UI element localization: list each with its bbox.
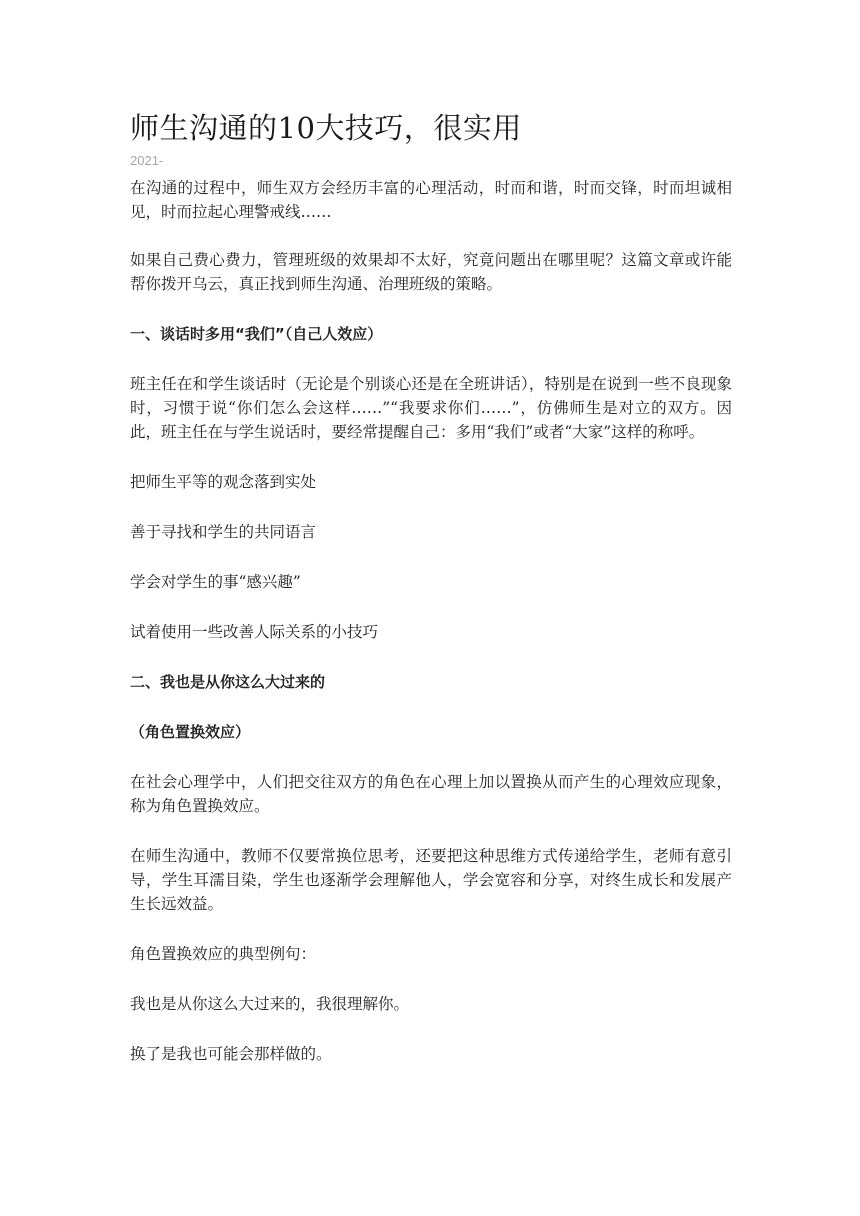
tip-item: 善于寻找和学生的共同语言 xyxy=(130,523,317,541)
tip-item: 学会对学生的事“感兴趣” xyxy=(130,573,301,591)
body-paragraph: 角色置换效应的典型例句： xyxy=(130,945,317,963)
tip-item: 试着使用一些改善人际关系的小技巧 xyxy=(130,623,379,641)
article-date: 2021- xyxy=(130,153,164,168)
example-sentence: 我也是从你这么大过来的，我很理解你。 xyxy=(130,995,410,1013)
section-heading: 一、谈话时多用“我们”（自己人效应） xyxy=(130,325,383,343)
section-heading: 二、我也是从你这么大过来的 xyxy=(130,673,326,691)
body-paragraph: 在师生沟通中，教师不仅要常换位思考，还要把这种思维方式传递给学生，老师有意引导，学生耳濡目染，学生也逐渐学会理解他人，学会宽容和分享，对终生成长和发展产生长远效益。 xyxy=(130,847,732,913)
intro-paragraph: 如果自己费心费力，管理班级的效果却不太好，究竟问题出在哪里呢？这篇文章或许能帮你拨开乌云，真正找到师生沟通、治理班级的策略。 xyxy=(130,251,732,293)
body-paragraph: 班主任在和学生谈话时（无论是个别谈心还是在全班讲话），特别是在说到一些不良现象时，习惯于说“你们怎么会这样……”“我要求你们……”，仿佛师生是对立的双方。因此，班主任在与学生说话时，要经常提醒自己：多用“我们”或者“大家”这样的称呼。 xyxy=(130,375,732,441)
intro-paragraph: 在沟通的过程中，师生双方会经历丰富的心理活动，时而和谐，时而交锋，时而坦诚相见，时而拉起心理警戒线…… xyxy=(130,179,732,221)
tip-item: 把师生平等的观念落到实处 xyxy=(130,473,317,491)
article-body xyxy=(130,176,732,1066)
article-title: 师生沟通的10大技巧，很实用 xyxy=(130,111,522,145)
body-paragraph: 在社会心理学中，人们把交往双方的角色在心理上加以置换从而产生的心理效应现象，称为角色置换效应。 xyxy=(130,773,732,815)
example-sentence: 换了是我也可能会那样做的。 xyxy=(130,1045,332,1063)
article xyxy=(130,108,732,1092)
section-subheading: （角色置换效应） xyxy=(130,723,251,741)
